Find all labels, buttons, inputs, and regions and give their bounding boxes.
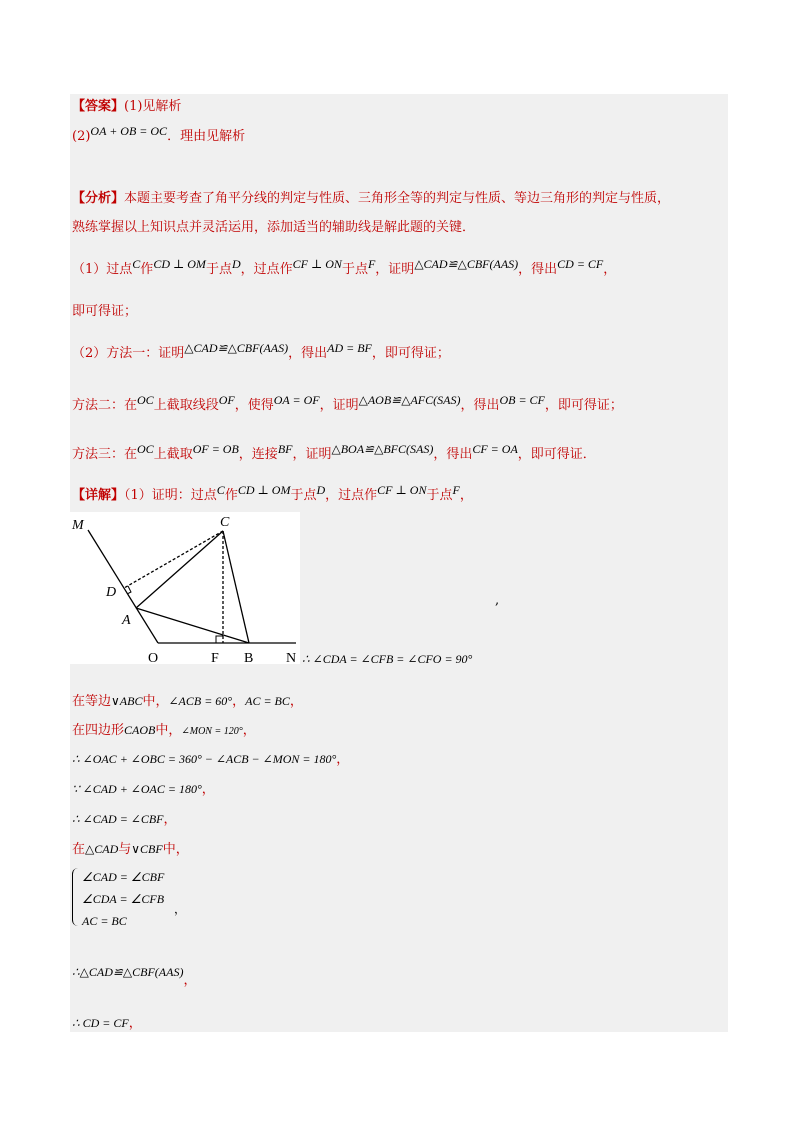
geometry-diagram	[70, 512, 300, 664]
math-congruence: △CAD≌△CBF(AAS)	[184, 341, 289, 355]
analysis-part1-line2	[72, 303, 137, 321]
math-supplementary: ∵ ∠CAD + ∠OAC = 180°	[72, 782, 202, 796]
text: （1）证明：过点	[124, 488, 217, 503]
text: ，得出	[288, 346, 328, 361]
text: 在等边	[72, 694, 112, 709]
text: 在	[72, 842, 86, 857]
brace-row-3: AC = BC	[82, 914, 127, 928]
math-CF-perp-ON: CF ⊥ ON	[292, 257, 342, 271]
math-CD-eq-CF: CD = CF	[557, 257, 604, 271]
angles-equal	[302, 650, 472, 669]
math-CD-perp-OM: CD ⊥ OM	[153, 257, 206, 271]
label-D: D	[106, 585, 117, 600]
analysis-part2	[72, 341, 450, 363]
dashed-CD	[124, 531, 223, 588]
text: 在四边形	[72, 723, 125, 738]
text: （1）过点	[72, 262, 133, 277]
brace-row-1: ∠CAD = ∠CBF	[82, 870, 165, 884]
text: ，过点作	[240, 262, 293, 277]
label-O: O	[148, 651, 159, 664]
math-F: F	[367, 257, 376, 271]
segment-CB	[223, 531, 249, 643]
detail-step-7	[72, 963, 197, 988]
math-OF-eq-OB: OF = OB	[192, 442, 239, 456]
right-angle-F	[216, 636, 223, 643]
text: ，即可得证；	[544, 398, 623, 413]
math-triangle-ABC: ∨ABC	[111, 694, 143, 708]
figure-comma	[495, 592, 499, 610]
label-B: B	[244, 651, 254, 664]
math-OB-eq-CF: OB = CF	[499, 393, 545, 407]
text: ，使得	[234, 398, 274, 413]
detail-step-5	[72, 810, 177, 829]
detail-step-1	[72, 692, 303, 711]
math-angle-sum: ∴ ∠OAC + ∠OBC = 360° − ∠ACB − ∠MON = 180°	[72, 752, 337, 766]
math-congruence: △AOB≌△AFC(SAS)	[358, 393, 461, 407]
math-CAD-eq-CBF: ∴ ∠CAD = ∠CBF	[72, 812, 164, 826]
answer-line-1	[72, 98, 181, 116]
detail-step-4	[72, 780, 215, 799]
text: ，证明	[375, 262, 415, 277]
math-F: F	[452, 483, 460, 497]
text: 于点	[426, 488, 453, 503]
text: 与	[118, 842, 132, 857]
text: ，得出	[518, 262, 558, 277]
text: ，	[603, 262, 617, 277]
analysis-part1	[72, 257, 617, 279]
text: ，得出	[460, 398, 500, 413]
math-CF-eq-OA: CF = OA	[472, 442, 518, 456]
label-N: N	[286, 651, 297, 664]
text: ，	[128, 1016, 142, 1031]
math-C: C	[132, 257, 141, 271]
detail-line-1	[72, 483, 473, 505]
math-OA-eq-OF: OA = OF	[273, 393, 320, 407]
math-congruence: △BOA≌△BFC(SAS)	[331, 442, 434, 456]
text: ，	[289, 694, 303, 709]
analysis-text-1: 本题主要考查了角平分线的判定与性质、三角形全等的判定与性质、等边三角形的判定与性质，	[124, 191, 671, 206]
text: ，证明	[319, 398, 359, 413]
text: ，	[232, 694, 246, 709]
math-congruence: △CAD≌△CBF(AAS)	[414, 257, 519, 271]
math-angle-MON: ∠MON = 120°	[181, 726, 243, 737]
brace-row-2: ∠CDA = ∠CFB	[82, 892, 165, 906]
text: ，	[201, 782, 215, 797]
text: ，即可得证；	[371, 346, 450, 361]
analysis-tag: 【分析】	[72, 191, 125, 206]
answer-part2-suffix: ．理由见解析	[167, 129, 246, 144]
math-CD-eq-CF: ∴ CD = CF	[72, 1016, 129, 1030]
math-triangle-CAD: △CAD	[85, 842, 119, 856]
math-AC-eq-BC: AC = BC	[245, 694, 290, 708]
text: ，证明	[292, 447, 332, 462]
analysis-line-1	[72, 190, 670, 208]
detail-step-8	[72, 1014, 142, 1033]
math-AD-eq-BF: AD = BF	[327, 341, 372, 355]
label-M: M	[72, 518, 84, 533]
answer-part2-formula: OA + OB = OC	[90, 124, 168, 138]
text: ，	[459, 488, 473, 503]
text: 中，	[162, 842, 189, 857]
answer-part1: (1)见解析	[124, 99, 182, 114]
text: 方法二：在	[72, 398, 138, 413]
label-C: C	[220, 515, 230, 530]
segment-CA	[136, 531, 223, 608]
label-A: A	[122, 613, 131, 628]
text: 即可得证；	[72, 304, 138, 319]
math-OC: OC	[137, 442, 154, 456]
math-angle-ACB: ∠ACB = 60°	[168, 694, 233, 708]
math-CF-perp-ON: CF ⊥ ON	[377, 483, 427, 497]
math-CAOB: CAOB	[124, 723, 156, 737]
text: 中，	[142, 694, 169, 709]
text: ，过点作	[325, 488, 378, 503]
text: ，	[183, 973, 197, 988]
text: 于点	[205, 262, 232, 277]
text: ，	[336, 752, 350, 767]
analysis-text-2: 熟练掌握以上知识点并灵活运用，添加适当的辅助线是解此题的关键．	[72, 220, 476, 235]
detail-step-3	[72, 750, 349, 769]
math-BF: BF	[277, 442, 293, 456]
geometry-figure	[70, 512, 300, 664]
math-CD-perp-OM: CD ⊥ OM	[237, 483, 291, 497]
math-D: D	[231, 257, 241, 271]
segment-AB	[136, 608, 249, 643]
analysis-method2	[72, 393, 623, 415]
text: ,	[495, 593, 500, 608]
text: 于点	[341, 262, 368, 277]
math-OC: OC	[137, 393, 154, 407]
math-triangle-CBF: ∨CBF	[131, 842, 163, 856]
text: 上截取线段	[153, 398, 219, 413]
text: 上截取	[153, 447, 193, 462]
answer-line-2	[72, 124, 246, 146]
text: 于点	[290, 488, 317, 503]
detail-step-2	[72, 721, 256, 741]
label-F: F	[211, 651, 219, 664]
left-brace	[72, 868, 81, 926]
math-C: C	[216, 483, 225, 497]
answer-part2-prefix: (2)	[72, 129, 91, 144]
analysis-method3	[72, 442, 596, 464]
math-angles-90: ∴ ∠CDA = ∠CFB = ∠CFO = 90°	[302, 652, 473, 666]
math-OF: OF	[218, 393, 235, 407]
text: ，连接	[238, 447, 278, 462]
brace-comma: ，	[174, 902, 187, 916]
detail-step-6	[72, 840, 189, 859]
detail-tag: 【详解】	[72, 488, 125, 503]
text: ，	[163, 812, 177, 827]
answer-tag: 【答案】	[72, 99, 125, 114]
text: ，得出	[433, 447, 473, 462]
text: 方法三：在	[72, 447, 138, 462]
math-congruence: ∴△CAD≌△CBF(AAS)	[72, 965, 184, 979]
text: 作	[140, 262, 154, 277]
text: ，即可得证．	[517, 447, 596, 462]
text: 作	[224, 488, 238, 503]
math-D: D	[316, 483, 326, 497]
text: （2）方法一：证明	[72, 346, 185, 361]
text: 中，	[155, 723, 182, 738]
analysis-line-2	[72, 219, 475, 237]
text: ，	[242, 723, 256, 738]
